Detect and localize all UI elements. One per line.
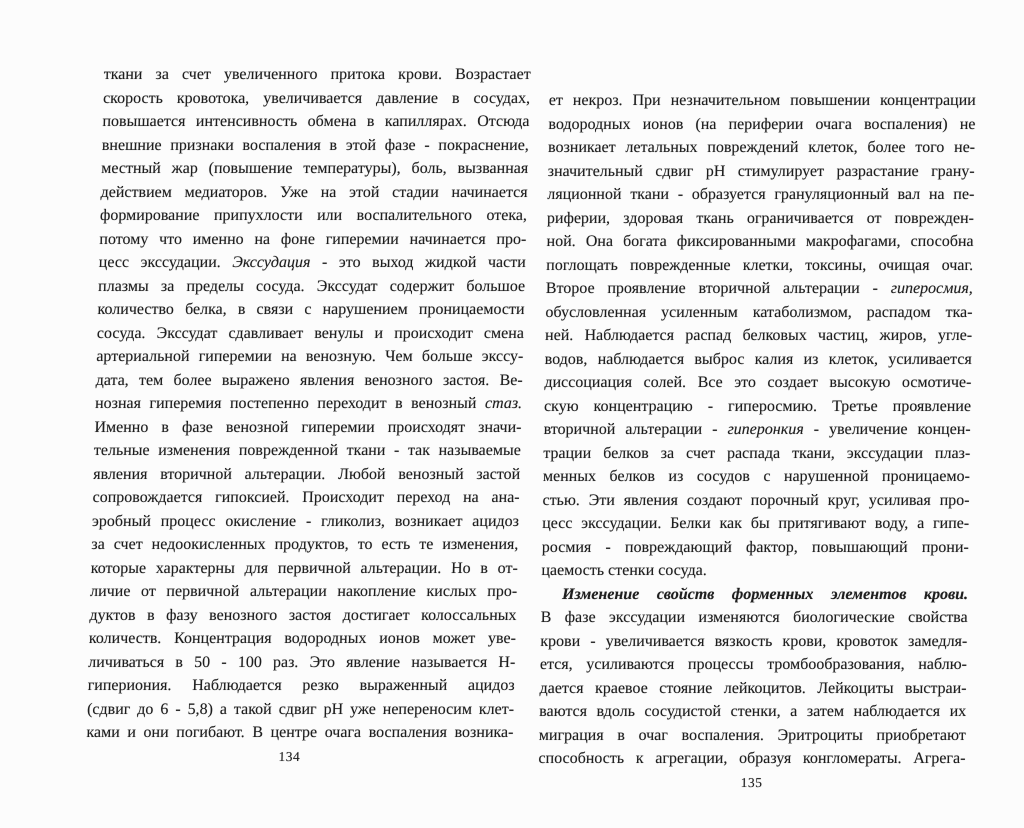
text-line: [94, 416, 522, 440]
text-segment: диссоциация солей. Все это создает высокую осмотиче-: [544, 374, 972, 391]
text-segment: гипериония. Наблюдается резко выраженный ацидоз: [87, 677, 515, 694]
page-135-content: [538, 89, 976, 791]
text-segment: за счет недоокисленных продуктов, то есть те изменения,: [91, 536, 519, 553]
text-line: [100, 181, 528, 205]
text-line: [544, 395, 971, 419]
text-line: [98, 251, 526, 275]
emphasized-term: Изменение свойств форменных элементов крови.: [561, 585, 969, 603]
text-segment: тельные изменения поврежденной ткани - так называемые: [93, 442, 522, 459]
text-line: [90, 557, 518, 581]
text-line: [543, 465, 970, 489]
text-segment: личиваться в 50 - 100 раз. Это явление называется Н-: [88, 653, 516, 671]
text-line: [546, 254, 973, 278]
text-line: [87, 674, 515, 698]
text-line: [545, 324, 972, 348]
text-line: [542, 536, 969, 560]
text-segment: действием медиаторов. Уже на этой стадии начинается: [100, 183, 528, 201]
text-segment: цесс экссудации.: [98, 254, 233, 271]
text-segment: эробный процесс окисление - гликолиз, возникает ацидоз: [91, 512, 520, 530]
text-segment: скорость кровотока, увеличивается давление в сосудах,: [102, 89, 531, 107]
text-segment: количество белка, в связи с нарушением проницаемости: [97, 301, 525, 318]
text-segment: стью. Эти явления создают порочный круг, усиливая про-: [542, 491, 970, 509]
text-line: [103, 63, 531, 87]
text-line: [547, 183, 974, 207]
text-segment: цесс экссудации. Белки как бы притягивают воду, а гипе-: [542, 515, 970, 532]
text-segment: повышается интенсивность обмена в капиллярах. Отсюда: [102, 113, 530, 130]
text-line: [100, 204, 528, 228]
text-line: [542, 489, 969, 513]
text-line: [99, 228, 527, 252]
text-segment: количеств. Концентрация водородных ионов может уве-: [88, 630, 517, 647]
text-segment: внешние признаки воспаления в этой фазе - покраснение,: [101, 136, 530, 154]
text-line: [539, 700, 966, 724]
text-segment: нозная гиперемия постепенно переходит в венозный: [94, 395, 486, 412]
text-segment: дается краевое стояние лейкоцитов. Лейкоциты выстраи-: [539, 679, 967, 697]
text-segment: ками и они погибают. В центре очага воспаления возника-: [86, 724, 514, 741]
text-line: [87, 698, 515, 722]
text-segment: - увеличение концен-: [803, 421, 971, 438]
text-segment: местный жар (повышение температуры), боль, вызванная: [101, 160, 529, 177]
text-segment: миграция в очаг воспаления. Эритроциты приобретают: [538, 726, 966, 744]
text-segment: сосуда. Экссудат сдавливает венулы и происходит смена: [96, 324, 525, 342]
text-line: [102, 134, 530, 158]
emphasized-term: гиперосмия,: [890, 280, 973, 297]
text-line: [547, 207, 974, 231]
text-line: [91, 533, 519, 557]
text-segment: вторичной альтерации -: [543, 421, 728, 438]
text-segment: способность к агрегации, образуя конгломераты. Агрега-: [538, 750, 966, 767]
text-segment: менных белков из сосудов с нарушенной проницаемо-: [542, 468, 971, 485]
text-line: [543, 442, 970, 466]
page-135-text: [538, 89, 976, 771]
text-segment: явления вторичной альтерации. Любой венозный застой: [93, 465, 521, 483]
text-segment: ткани за счет увеличенного притока крови. Возрастает: [103, 66, 531, 83]
text-line: [540, 653, 967, 677]
text-segment: цаемость стенки сосуда.: [541, 562, 707, 579]
text-segment: возникает летальных повреждений клеток, более того не-: [547, 139, 976, 156]
text-line: [101, 157, 529, 181]
text-segment: артериальной гиперемии на венозную. Чем больше экссу-: [96, 348, 524, 365]
text-line: [539, 677, 966, 701]
text-line: [96, 345, 524, 369]
text-segment: дата, тем более выражено явления венозного застоя. Ве-: [95, 371, 523, 389]
text-line: [549, 89, 976, 113]
text-line: [545, 348, 972, 372]
text-line: [548, 113, 975, 137]
text-segment: водов, наблюдается выброс калия из клеток, усиливается: [544, 350, 972, 368]
text-segment: водородных ионов (на периферии очага воспаления) не: [548, 115, 976, 133]
text-segment: обусловленная усиленным катаболизмом, распадом тка-: [545, 303, 973, 321]
page-134-text: [86, 63, 531, 745]
text-line: [90, 580, 518, 604]
text-line: [97, 298, 525, 322]
text-segment: ет некроз. При незначительном повышении концентрации: [548, 92, 976, 109]
text-line: [546, 277, 973, 301]
text-line: [540, 630, 967, 654]
page-number: 135: [740, 774, 763, 790]
text-line: [89, 627, 517, 651]
text-segment: крови - увеличивается вязкость крови, кровоток замедля-: [540, 632, 968, 650]
text-line: [98, 275, 526, 299]
text-segment: которые характерны для первичной альтерации. Но в от-: [90, 559, 518, 577]
text-segment: плазмы за пределы сосуда. Экссудат содержит большое: [97, 277, 526, 295]
text-segment: скую концентрацию - гиперосмию. Третье проявление: [543, 397, 972, 415]
text-segment: трации белков за счет распада ткани, экссудации плаз-: [543, 444, 971, 462]
text-segment: дуктов в фазу венозного застоя достигает колоссальных: [89, 606, 517, 624]
text-line: [92, 486, 520, 510]
text-segment: Именно в фазе венозной гиперемии происходят значи-: [94, 418, 522, 436]
text-segment: ней. Наблюдается распад белковых частиц, жиров, угле-: [544, 327, 973, 344]
text-segment: значительный сдвиг pH стимулирует разрастание грану-: [547, 162, 975, 180]
text-line: [93, 463, 521, 487]
page-134: [86, 63, 531, 765]
text-line: [541, 559, 968, 583]
text-segment: потому что именно на фоне гиперемии начинается про-: [99, 230, 527, 248]
text-line: [545, 301, 972, 325]
text-segment: (сдвиг до 6 - 5,8) а такой сдвиг pH уже непереносим клет-: [86, 700, 515, 718]
text-line: [97, 322, 525, 346]
text-line: [86, 721, 514, 745]
text-line: [543, 418, 970, 442]
emphasized-term: стаз.: [484, 395, 523, 412]
text-segment: личие от первичной альтерации накопление кислых про-: [89, 583, 518, 600]
text-segment: сопровождается гипоксией. Происходит переход на ана-: [92, 489, 520, 506]
text-line: [544, 371, 971, 395]
text-segment: - это выход жидкой части: [310, 254, 527, 271]
text-segment: ется, усиливаются процессы тромбообразования, наблю-: [539, 656, 968, 673]
text-segment: ляционной ткани - образуется грануляционный вал на пе-: [547, 186, 975, 203]
emphasized-term: гиперонкия: [727, 421, 804, 438]
text-segment: Второе проявление вторичной альтерации -: [545, 280, 891, 297]
text-line: [541, 606, 968, 630]
text-segment: росмия - повреждающий фактор, повышающий прони-: [541, 538, 969, 556]
text-line: [103, 87, 531, 111]
text-segment: формирование припухлости или воспалительного отека,: [99, 207, 528, 224]
text-segment: В фазе экссудации изменяются биологические свойства: [540, 609, 968, 626]
text-segment: ной. Она богата фиксированными макрофагами, способна: [546, 233, 974, 250]
text-line: [538, 747, 965, 771]
text-line: [539, 724, 966, 748]
text-line: [546, 230, 973, 254]
page-134-content: [86, 63, 531, 765]
text-segment: ваются вдоль сосудистой стенки, а затем наблюдается их: [539, 703, 967, 720]
text-line: [548, 160, 975, 184]
text-line: [542, 512, 969, 536]
emphasized-term: Экссудация: [232, 254, 311, 271]
text-line: [541, 583, 968, 607]
text-line: [102, 110, 530, 134]
text-segment: поглощать поврежденные клетки, токсины, очищая очаг.: [546, 256, 974, 274]
text-line: [95, 392, 523, 416]
text-line: [94, 439, 522, 463]
page-number: 134: [278, 748, 301, 764]
text-line: [88, 651, 516, 675]
text-line: [548, 136, 975, 160]
page-135: [538, 89, 976, 791]
text-line: [89, 604, 517, 628]
text-line: [95, 369, 523, 393]
text-line: [92, 510, 520, 534]
text-segment: риферии, здоровая ткань ограничивается от поврежден-: [546, 209, 975, 227]
